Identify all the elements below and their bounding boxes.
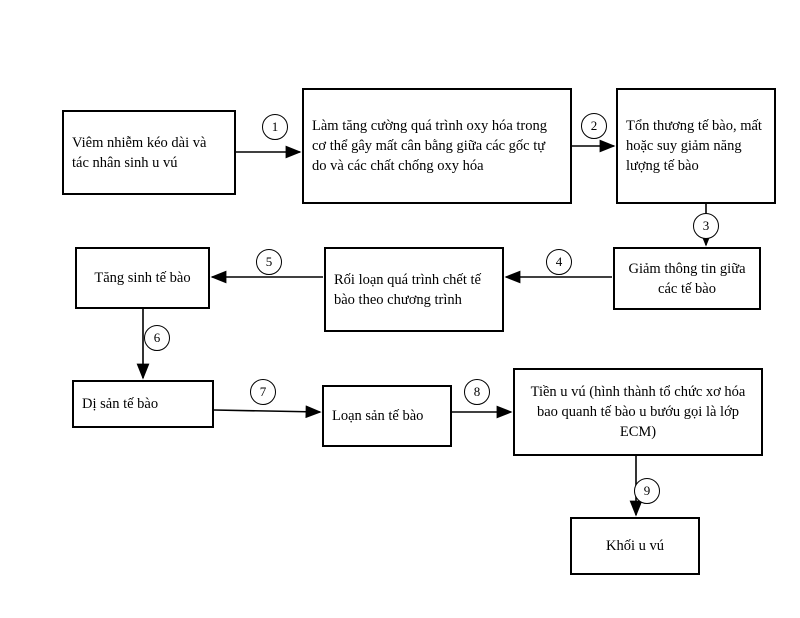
edge-badge-9 bbox=[634, 478, 660, 504]
node-label: Viêm nhiễm kéo dài và tác nhân sinh u vú bbox=[72, 134, 207, 171]
edge-badge-5 bbox=[256, 249, 282, 275]
edge-badge-label: 1 bbox=[271, 119, 279, 134]
edge-badge-label: 8 bbox=[473, 384, 481, 399]
edge-badge-4 bbox=[546, 249, 572, 275]
edge-badge-label: 4 bbox=[555, 254, 563, 269]
edge-badge-3 bbox=[693, 213, 719, 239]
node-label: Tiền u vú (hình thành tổ chức xơ hóa bao quanh tế bào u bướu gọi là lớp ECM) bbox=[530, 384, 746, 440]
edge-badge-label: 2 bbox=[590, 118, 598, 133]
node-pre-tumor-ecm bbox=[513, 368, 763, 456]
node-cell-proliferation bbox=[75, 247, 210, 309]
node-label: Dị sản tế bào bbox=[82, 396, 159, 412]
edge-badge-label: 6 bbox=[153, 330, 161, 345]
edge-badge-8 bbox=[464, 379, 490, 405]
node-label: Khối u vú bbox=[606, 538, 664, 554]
node-label: Tăng sinh tế bào bbox=[94, 270, 191, 286]
edge-badge-label: 5 bbox=[265, 254, 273, 269]
node-breast-tumor bbox=[570, 517, 700, 575]
node-reduced-cell-signaling bbox=[613, 247, 761, 310]
node-cell-damage bbox=[616, 88, 776, 204]
node-apoptosis-disorder bbox=[324, 247, 504, 332]
node-chronic-inflammation bbox=[62, 110, 236, 195]
node-label: Tổn thương tế bào, mất hoặc suy giảm năng lượng tế bào bbox=[626, 118, 762, 174]
edge-badge-label: 7 bbox=[259, 384, 267, 399]
edge-7 bbox=[214, 410, 320, 412]
node-dysplasia bbox=[322, 385, 452, 447]
node-label: Loạn sản tế bào bbox=[332, 408, 424, 424]
node-label: Giảm thông tin giữa các tế bào bbox=[628, 260, 746, 297]
edge-badge-1 bbox=[262, 114, 288, 140]
node-label: Rối loạn quá trình chết tế bào theo chương trình bbox=[334, 271, 481, 308]
node-increased-oxidation bbox=[302, 88, 572, 204]
edge-badge-6 bbox=[144, 325, 170, 351]
node-label: Làm tăng cường quá trình oxy hóa trong cơ thể gây mất cân bằng giữa các gốc tự do và các chất chống oxy hóa bbox=[312, 118, 547, 174]
edge-badge-2 bbox=[581, 113, 607, 139]
edge-badge-label: 9 bbox=[643, 483, 651, 498]
node-metaplasia bbox=[72, 380, 214, 428]
edge-badge-label: 3 bbox=[702, 218, 710, 233]
edge-badge-7 bbox=[250, 379, 276, 405]
